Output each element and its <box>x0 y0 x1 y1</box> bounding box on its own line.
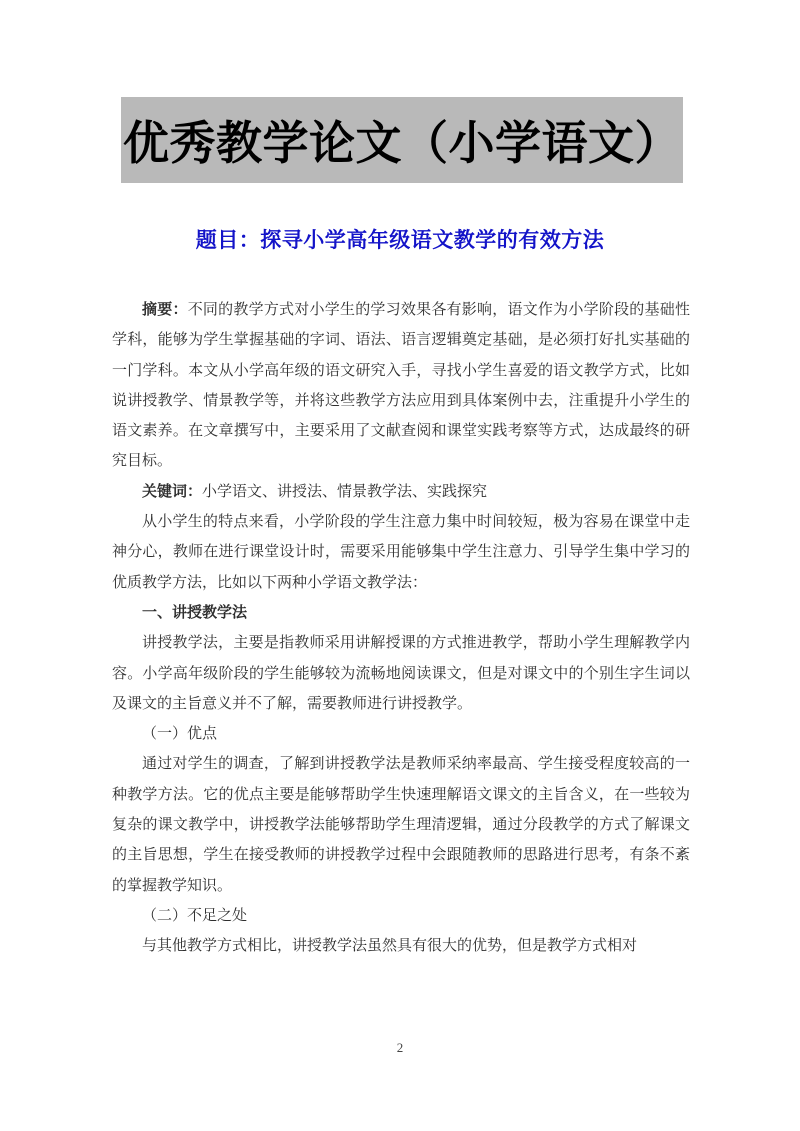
subsection-2-heading: （二）不足之处 <box>142 907 248 924</box>
abstract-paragraph <box>112 295 690 477</box>
subsection-1-paragraph: 通过对学生的调查，了解到讲授教学法是教师采纳率最高、学生接受程度较高的一种教学方法。它的优点主要是能够帮助学生快速理解语文课文的主旨含义，在一些较为复杂的课文教学中，讲授教学法能够帮助学生理清逻辑，通过分段教学的方式了解课文的主旨思想，学生在接受教师的讲授教学过程中会跟随教师的思路进行思考，有条不紊的掌握教学知识。 <box>112 756 690 894</box>
section-1-paragraph: 讲授教学法，主要是指教师采用讲解授课的方式推进教学，帮助小学生理解教学内容。小学高年级阶段的学生能够较为流畅地阅读课文，但是对课文中的个别生字生词以及课文的主旨意义并不了解，需要教师进行讲授教学。 <box>112 635 690 712</box>
intro-paragraph: 从小学生的特点来看，小学阶段的学生注意力集中时间较短，极为容易在课堂中走神分心，教师在进行课堂设计时，需要采用能够集中学生注意力、引导学生集中学习的优质教学方法，比如以下两种小学语文教学法： <box>112 514 690 591</box>
abstract-text: 不同的教学方式对小学生的学习效果各有影响，语文作为小学阶段的基础性学科，能够为学生掌握基础的字词、语法、语言逻辑奠定基础，是必须打好扎实基础的一门学科。本文从小学高年级的语文研究入手，寻找小学生喜爱的语文教学方式，比如说讲授教学、情景教学等，并将这些教学方法应用到具体案例中去，注重提升小学生的语文素养。在文章撰写中，主要采用了文献查阅和课堂实践考察等方式，达成最终的研究目标。 <box>112 302 690 470</box>
document-body <box>112 295 690 962</box>
keywords-line <box>112 477 690 507</box>
abstract-label: 摘要： <box>142 302 188 318</box>
keywords-text: 小学语文、讲授法、情景教学法、实践探究 <box>202 483 488 500</box>
section-1-heading: 一、讲授教学法 <box>142 603 248 621</box>
document-title-banner <box>121 97 683 183</box>
subsection-2-paragraph: 与其他教学方式相比，讲授教学法虽然具有很大的优势，但是教学方式相对 <box>142 938 638 955</box>
keywords-label: 关键词： <box>142 483 203 500</box>
document-title: 优秀教学论文（小学语文） <box>123 117 681 169</box>
paper-topic-title: 题目：探寻小学高年级语文教学的有效方法 <box>195 229 605 252</box>
page-number: 2 <box>396 1040 404 1055</box>
subsection-1-heading: （一）优点 <box>142 726 218 743</box>
